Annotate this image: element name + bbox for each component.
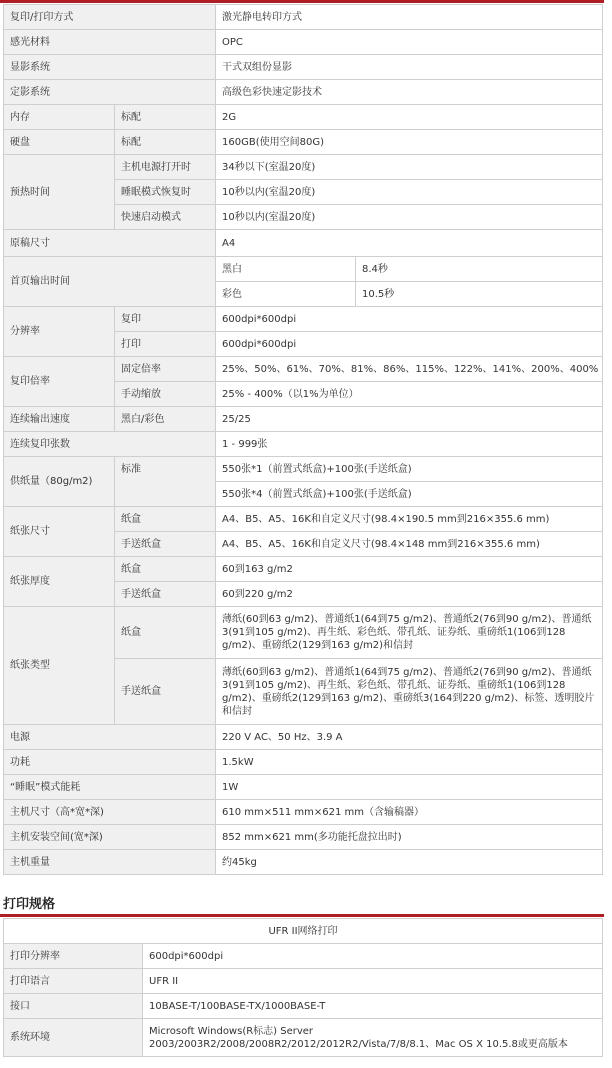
table-row: [4, 457, 603, 482]
row-value: OPC: [216, 30, 603, 55]
row-sublabel: 纸盒: [115, 557, 216, 582]
row-label: 分辨率: [4, 307, 115, 357]
row-sublabel: 快速启动模式: [115, 205, 216, 230]
row-value: 薄纸(60到63 g/m2)、普通纸1(64到75 g/m2)、普通纸2(76到90 g/m2)、普通纸3(91到105 g/m2)、再生纸、彩色纸、带孔纸、证券纸、重磅纸1(106到128 g/m2)、重磅纸2(129到163 g/m2)、重磅纸3(164到220 g/m2)、标签、透明胶片和信封: [216, 659, 603, 725]
table-row: [4, 407, 603, 432]
table-row: [4, 850, 603, 875]
row-label: 首页输出时间: [4, 257, 216, 307]
row-label: 感光材料: [4, 30, 216, 55]
table-row: [4, 919, 603, 944]
row-value: 25%、50%、61%、70%、81%、86%、115%、122%、141%、200%、400%: [216, 357, 603, 382]
row-sublabel: 黑白/彩色: [115, 407, 216, 432]
row-value: A4、B5、A5、16K和自定义尺寸(98.4×148 mm到216×355.6 mm): [216, 532, 603, 557]
row-label: 复印/打印方式: [4, 5, 216, 30]
row-sublabel: 手送纸盒: [115, 582, 216, 607]
row-label: 纸张尺寸: [4, 507, 115, 557]
row-sublabel: 纸盒: [115, 507, 216, 532]
row-value: Microsoft Windows(R标志) Server 2003/2003R2/2008/2008R2/2012/2012R2/Vista/7/8/8.1、Mac OS X 10.5.8或更高版本: [143, 1019, 603, 1057]
print-section-title: 打印规格: [3, 897, 56, 912]
row-value: 600dpi*600dpi: [143, 944, 603, 969]
row-label: 显影系统: [4, 55, 216, 80]
table-row: [4, 775, 603, 800]
row-label: 连续复印张数: [4, 432, 216, 457]
row-value: 220 V AC、50 Hz、3.9 A: [216, 725, 603, 750]
table-row: [4, 432, 603, 457]
table-row: [4, 800, 603, 825]
top-accent-line: [0, 0, 604, 3]
row-sublabel: 纸盒: [115, 607, 216, 659]
row-value: A4、B5、A5、16K和自定义尺寸(98.4×190.5 mm到216×355.6 mm): [216, 507, 603, 532]
table-row: [4, 130, 603, 155]
table-row: [4, 307, 603, 332]
row-value: 10.5秒: [356, 282, 603, 307]
table-row: [4, 994, 603, 1019]
row-value: 25/25: [216, 407, 603, 432]
row-label: 预热时间: [4, 155, 115, 230]
row-label: 打印分辨率: [4, 944, 143, 969]
row-value: 610 mm×511 mm×621 mm（含输稿器）: [216, 800, 603, 825]
row-label: 主机安装空间(宽*深): [4, 825, 216, 850]
row-sublabel: 黑白: [216, 257, 356, 282]
row-sublabel: 主机电源打开时: [115, 155, 216, 180]
table-row: [4, 1019, 603, 1057]
table-row: [4, 230, 603, 257]
row-label: 功耗: [4, 750, 216, 775]
row-sublabel: 手送纸盒: [115, 532, 216, 557]
row-label: 主机尺寸（高*宽*深): [4, 800, 216, 825]
table-row: [4, 105, 603, 130]
table-row: [4, 55, 603, 80]
row-value: 852 mm×621 mm(多功能托盘拉出时): [216, 825, 603, 850]
row-sublabel: 标配: [115, 130, 216, 155]
row-sublabel: 标准: [115, 457, 216, 507]
row-value: 高级色彩快速定影技术: [216, 80, 603, 105]
row-value: 1.5kW: [216, 750, 603, 775]
row-sublabel: 标配: [115, 105, 216, 130]
table-row: [4, 357, 603, 382]
section-accent-line: [0, 914, 604, 917]
row-label: 硬盘: [4, 130, 115, 155]
row-sublabel: 手送纸盒: [115, 659, 216, 725]
row-value: 约45kg: [216, 850, 603, 875]
row-label: 纸张厚度: [4, 557, 115, 607]
row-value: 薄纸(60到63 g/m2)、普通纸1(64到75 g/m2)、普通纸2(76到90 g/m2)、普通纸3(91到105 g/m2)、再生纸、彩色纸、带孔纸、证券纸、重磅纸1(106到128 g/m2)、重磅纸2(129到163 g/m2)和信封: [216, 607, 603, 659]
row-label: 复印倍率: [4, 357, 115, 407]
row-sublabel: 固定倍率: [115, 357, 216, 382]
row-label: 供纸量（80g/m2): [4, 457, 115, 507]
row-label: 接口: [4, 994, 143, 1019]
table-row: [4, 944, 603, 969]
row-value: 2G: [216, 105, 603, 130]
print-spec-table: [3, 918, 603, 1057]
table-row: [4, 750, 603, 775]
print-table-header: UFR II网络打印: [4, 919, 603, 944]
table-row: [4, 507, 603, 532]
row-label: 原稿尺寸: [4, 230, 216, 257]
row-value: 8.4秒: [356, 257, 603, 282]
row-sublabel: 打印: [115, 332, 216, 357]
row-value: UFR II: [143, 969, 603, 994]
table-row: [4, 825, 603, 850]
row-label: 连续输出速度: [4, 407, 115, 432]
spec-table: [3, 4, 603, 875]
row-value: 34秒以下(室温20度): [216, 155, 603, 180]
row-label: 内存: [4, 105, 115, 130]
row-sublabel: 睡眠模式恢复时: [115, 180, 216, 205]
row-value: A4: [216, 230, 603, 257]
row-label: 系统环境: [4, 1019, 143, 1057]
row-label: 主机重量: [4, 850, 216, 875]
table-row: [4, 607, 603, 659]
row-label: “睡眠”模式能耗: [4, 775, 216, 800]
row-value: 干式双组份显影: [216, 55, 603, 80]
row-value: 25% - 400%（以1%为单位）: [216, 382, 603, 407]
row-value: 550张*1（前置式纸盒)+100张(手送纸盒): [216, 457, 603, 482]
row-value: 160GB(使用空间80G): [216, 130, 603, 155]
row-value: 1 - 999张: [216, 432, 603, 457]
row-value: 10BASE-T/100BASE-TX/1000BASE-T: [143, 994, 603, 1019]
row-value: 1W: [216, 775, 603, 800]
row-sublabel: 复印: [115, 307, 216, 332]
row-value: 10秒以内(室温20度): [216, 205, 603, 230]
table-row: [4, 969, 603, 994]
row-label: 打印语言: [4, 969, 143, 994]
table-row: [4, 557, 603, 582]
row-label: 纸张类型: [4, 607, 115, 725]
row-sublabel: 手动缩放: [115, 382, 216, 407]
table-row: [4, 725, 603, 750]
row-value: 10秒以内(室温20度): [216, 180, 603, 205]
table-row: [4, 30, 603, 55]
table-row: [4, 257, 603, 282]
table-row: [4, 80, 603, 105]
row-sublabel: 彩色: [216, 282, 356, 307]
row-value: 60到220 g/m2: [216, 582, 603, 607]
table-row: [4, 155, 603, 180]
row-value: 600dpi*600dpi: [216, 307, 603, 332]
row-label: 电源: [4, 725, 216, 750]
table-row: [4, 5, 603, 30]
row-value: 60到163 g/m2: [216, 557, 603, 582]
row-label: 定影系统: [4, 80, 216, 105]
row-value: 550张*4（前置式纸盒)+100张(手送纸盒): [216, 482, 603, 507]
row-value: 激光静电转印方式: [216, 5, 603, 30]
row-value: 600dpi*600dpi: [216, 332, 603, 357]
